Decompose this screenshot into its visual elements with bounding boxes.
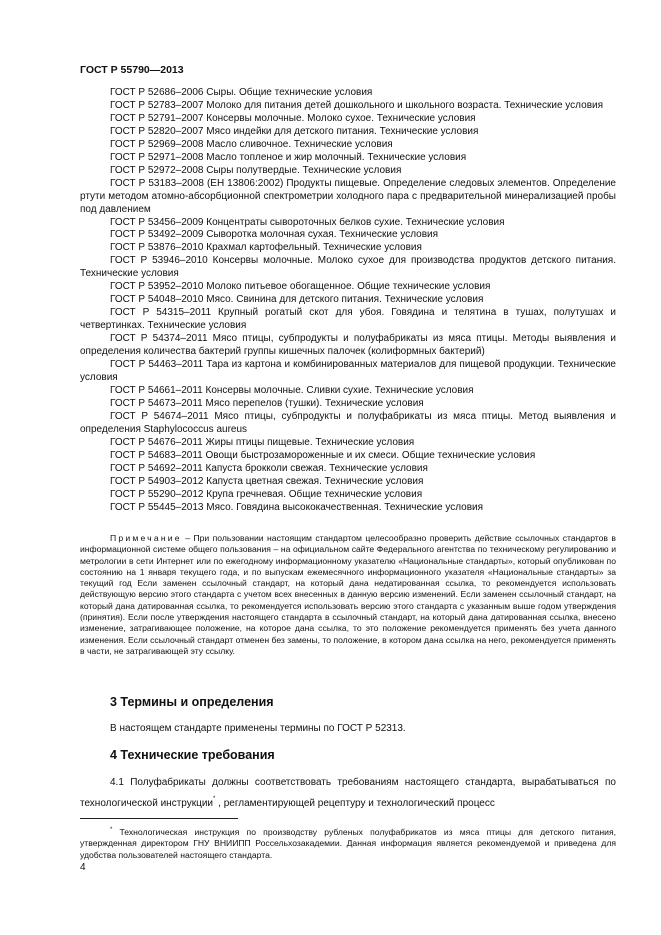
reference-item: ГОСТ Р 52820–2007 Мясо индейки для детского питания. Технические условия <box>110 125 479 137</box>
reference-item: ГОСТ Р 54374–2011 Мясо птицы, субпродукты и полуфабрикаты из мяса птицы. Методы выявления и определения количества бактерий группы кишечных палочек (колиформных бактерий) <box>80 333 616 358</box>
reference-item: ГОСТ Р 54683–2011 Овощи быстрозамороженные и их смеси. Общие технические условия <box>110 449 536 461</box>
note-paragraph <box>80 533 616 657</box>
reference-item: ГОСТ Р 52686–2006 Сыры. Общие технические условия <box>110 87 373 98</box>
document-header: ГОСТ Р 55790—2013 <box>80 64 184 76</box>
reference-item: ГОСТ Р 53946–2010 Консервы молочные. Молоко сухое для производства продуктов детского питания. Технические условия <box>80 255 616 280</box>
reference-item: ГОСТ Р 55445–2013 Мясо. Говядина высококачественная. Технические условия <box>110 501 484 513</box>
normative-references-list <box>80 87 616 514</box>
reference-item: ГОСТ Р 52791–2007 Консервы молочные. Молоко сухое. Технические условия <box>110 112 476 124</box>
reference-item: ГОСТ Р 54903–2012 Капуста цветная свежая. Технические условия <box>110 475 424 487</box>
footnote-text: Технологическая инструкция по производству рубленых полуфабрикатов из мяса птицы для детского питания, утвержденная директором ГНУ ВНИИПП Россельхозакадемии. Данная информация является рекомендуемой и приведена для удобства пользователей настоящего стандарта. <box>80 827 616 860</box>
reference-item: ГОСТ Р 52971–2008 Масло топленое и жир молочный. Технические условия <box>110 151 467 163</box>
reference-item: ГОСТ Р 53492–2009 Сыворотка молочная сухая. Технические условия <box>110 229 439 241</box>
footnote-mark: * <box>110 827 113 833</box>
reference-item: ГОСТ Р 52783–2007 Молоко для питания детей дошкольного и школьного возраста. Технические условия <box>110 99 604 111</box>
reference-item: ГОСТ Р 52969–2008 Масло сливочное. Технические условия <box>110 138 393 150</box>
reference-item: ГОСТ Р 53876–2010 Крахмал картофельный. Технические условия <box>110 242 422 254</box>
section-4-heading: 4 Технические требования <box>110 748 275 762</box>
reference-item: ГОСТ Р 55290–2012 Крупа гречневая. Общие технические условия <box>110 488 423 500</box>
reference-item: ГОСТ Р 54692–2011 Капуста брокколи свежая. Технические условия <box>110 462 428 474</box>
section-4-text-after: , регламентирующей рецептуру и технологический процесс <box>215 798 495 809</box>
footnote <box>80 825 616 861</box>
reference-item: ГОСТ Р 52972–2008 Сыры полутвердые. Технические условия <box>110 164 402 176</box>
reference-item: ГОСТ Р 54463–2011 Тара из картона и комбинированных материалов для пищевой продукции. Технические условия <box>80 359 616 383</box>
section-4-text-before: 4.1 Полуфабрикаты должны соответствовать требованиям настоящего стандарта, вырабатываться по технологической инструкции <box>80 777 616 809</box>
page-number: 4 <box>80 862 86 873</box>
note-text: – При пользовании настоящим стандартом целесообразно проверить действие ссылочных стандартов в информационной системе общего пользования – на официальном сайте Федерального агентства по техническому регулированию и метрологии в сети Интернет или по ежегодному информационному указателю «Национальные стандарты», который опубликован по состоянию на 1 января текущего года, и по выпускам ежемесячного информационного указателя «Национальные стандарты» за текущий год Если заменен ссылочный стандарт, на который дана недатированная ссылка, то рекомендуется использовать действующую версию этого стандарта с учетом всех внесенных в данную версию изменений. Если заменен ссылочный стандарт, на который дана датированная ссылка, то рекомендуется использовать версию этого стандарта с указанным выше годом утверждения (принятия). Если после утверждения настоящего стандарта в ссылочный стандарт, на который дана датированная ссылка, внесено изменение, затрагивающее положение, на которое дана ссылка, то это положение рекомендуется применять без учета данного изменения. Если ссылочный стандарт отменен без замены, то положение, в котором дана ссылка на него, рекомендуется применять в части, не затрагивающей эту ссылку. <box>80 533 616 656</box>
reference-item: ГОСТ Р 53183–2008 (ЕН 13806:2002) Продукты пищевые. Определение следовых элементов. Определение ртути методом атомно-абсорбционной спектрометрии холодного пара с предварительной минерализацией пробы под давлением <box>80 177 616 215</box>
reference-item: ГОСТ Р 53952–2010 Молоко питьевое обогащенное. Общие технические условия <box>110 281 491 293</box>
reference-item: ГОСТ Р 54048–2010 Мясо. Свинина для детского питания. Технические условия <box>110 294 484 306</box>
reference-item: ГОСТ Р 54315–2011 Крупный рогатый скот для убоя. Говядина и телятина в тушах, полутушах и четвертинках. Технические условия <box>80 307 616 332</box>
footnote-reference: * <box>213 796 216 802</box>
footnote-divider <box>80 818 238 819</box>
note-label: Примечание <box>110 533 182 543</box>
section-3-heading: 3 Термины и определения <box>110 695 274 709</box>
section-3-text: В настоящем стандарте применены термины по ГОСТ Р 52313. <box>110 723 406 734</box>
reference-item: ГОСТ Р 53456–2009 Концентраты сывороточных белков сухие. Технические условия <box>110 216 505 228</box>
reference-item: ГОСТ Р 54674–2011 Мясо птицы, субпродукты и полуфабрикаты из мяса птицы. Метод выявления и определения Staphylococcus aureus <box>80 410 616 435</box>
reference-item: ГОСТ Р 54673–2011 Мясо перепелов (тушки). Технические условия <box>110 397 424 409</box>
reference-item: ГОСТ Р 54676–2011 Жиры птицы пищевые. Технические условия <box>110 436 415 448</box>
section-4-paragraph <box>80 775 616 812</box>
reference-item: ГОСТ Р 54661–2011 Консервы молочные. Сливки сухие. Технические условия <box>110 384 474 396</box>
